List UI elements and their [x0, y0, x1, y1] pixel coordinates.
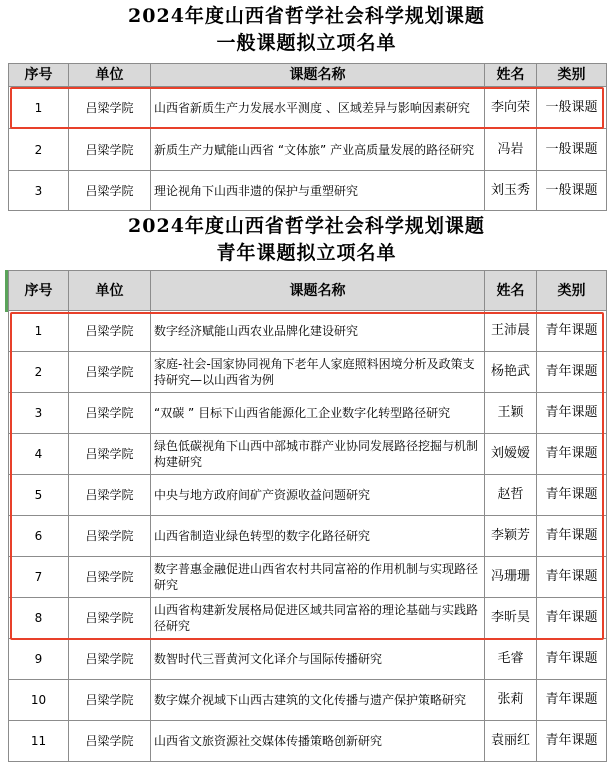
table-row — [9, 171, 607, 211]
cell-topic: 理论视角下山西非遗的保护与重塑研究 — [151, 171, 485, 211]
cell-no: 1 — [9, 87, 69, 129]
cell-topic: 山西省构建新发展格局促进区域共同富裕的理论基础与实践路径研究 — [151, 598, 485, 639]
section2-title-line1: 2024年度山西省哲学社会科学规划课题 — [128, 215, 485, 237]
cell-no: 2 — [9, 352, 69, 393]
cell-topic: 山西省制造业绿色转型的数字化路径研究 — [151, 516, 485, 557]
cell-topic: 数智时代三晋黄河文化译介与国际传播研究 — [151, 639, 485, 680]
table-row — [9, 721, 607, 762]
cell-name: 王沛晨 — [485, 311, 537, 352]
cell-topic: 家庭-社会-国家协同视角下老年人家庭照料困境分析及政策支持研究—以山西省为例 — [151, 352, 485, 393]
table-header-row — [9, 64, 607, 87]
cell-name: 刘嫒嫒 — [485, 434, 537, 475]
table-row — [9, 129, 607, 171]
cell-name: 刘玉秀 — [485, 171, 537, 211]
cell-no: 3 — [9, 393, 69, 434]
cell-category: 青年课题 — [537, 721, 607, 762]
cell-no: 9 — [9, 639, 69, 680]
cell-unit: 吕梁学院 — [69, 557, 151, 598]
section1-title-line2: 一般课题拟立项名单 — [216, 32, 397, 54]
table-row — [9, 87, 607, 129]
cell-topic: 数字媒介视域下山西古建筑的文化传播与遗产保护策略研究 — [151, 680, 485, 721]
table-row — [9, 393, 607, 434]
cell-topic: “双碳 ” 目标下山西省能源化工企业数字化转型路径研究 — [151, 393, 485, 434]
cell-unit: 吕梁学院 — [69, 311, 151, 352]
table-row — [9, 311, 607, 352]
cell-name: 毛睿 — [485, 639, 537, 680]
cell-category: 青年课题 — [537, 393, 607, 434]
cell-category: 一般课题 — [537, 171, 607, 211]
cell-unit: 吕梁学院 — [69, 352, 151, 393]
table-header-row — [9, 271, 607, 311]
cell-topic: 数字普惠金融促进山西省农村共同富裕的作用机制与实现路径研究 — [151, 557, 485, 598]
table-row — [9, 639, 607, 680]
general-projects-table — [8, 63, 607, 211]
cell-category: 青年课题 — [537, 311, 607, 352]
table-row — [9, 557, 607, 598]
cell-no: 2 — [9, 129, 69, 171]
cell-category: 青年课题 — [537, 639, 607, 680]
cell-name: 冯岩 — [485, 129, 537, 171]
cell-no: 11 — [9, 721, 69, 762]
cell-topic: 山西省文旅资源社交媒体传播策略创新研究 — [151, 721, 485, 762]
cell-unit: 吕梁学院 — [69, 721, 151, 762]
cell-unit: 吕梁学院 — [69, 434, 151, 475]
cell-no: 8 — [9, 598, 69, 639]
cell-unit: 吕梁学院 — [69, 516, 151, 557]
cell-name: 王颖 — [485, 393, 537, 434]
header-unit: 单位 — [69, 271, 151, 311]
cell-unit: 吕梁学院 — [69, 129, 151, 171]
header-topic: 课题名称 — [151, 271, 485, 311]
section1-title-line1: 2024年度山西省哲学社会科学规划课题 — [128, 5, 485, 27]
cell-no: 10 — [9, 680, 69, 721]
cell-no: 5 — [9, 475, 69, 516]
cell-unit: 吕梁学院 — [69, 598, 151, 639]
cell-unit: 吕梁学院 — [69, 639, 151, 680]
cell-name: 杨艳武 — [485, 352, 537, 393]
cell-topic: 绿色低碳视角下山西中部城市群产业协同发展路径挖掘与机制构建研究 — [151, 434, 485, 475]
cell-category: 一般课题 — [537, 129, 607, 171]
cell-topic: 数字经济赋能山西农业品牌化建设研究 — [151, 311, 485, 352]
table-row — [9, 475, 607, 516]
cell-name: 张莉 — [485, 680, 537, 721]
cell-name: 赵哲 — [485, 475, 537, 516]
cell-name: 袁丽红 — [485, 721, 537, 762]
table-row — [9, 352, 607, 393]
cell-no: 6 — [9, 516, 69, 557]
cell-name: 冯珊珊 — [485, 557, 537, 598]
cell-no: 3 — [9, 171, 69, 211]
cell-category: 青年课题 — [537, 352, 607, 393]
cell-unit: 吕梁学院 — [69, 475, 151, 516]
cell-category: 青年课题 — [537, 680, 607, 721]
header-category: 类别 — [537, 271, 607, 311]
cell-unit: 吕梁学院 — [69, 171, 151, 211]
cell-name: 李颖芳 — [485, 516, 537, 557]
cell-category: 青年课题 — [537, 598, 607, 639]
cell-topic: 山西省新质生产力发展水平测度 、区域差异与影响因素研究 — [151, 87, 485, 129]
cell-category: 青年课题 — [537, 434, 607, 475]
cell-name: 李向荣 — [485, 87, 537, 129]
cell-unit: 吕梁学院 — [69, 393, 151, 434]
cell-no: 1 — [9, 311, 69, 352]
cell-category: 青年课题 — [537, 557, 607, 598]
table-row — [9, 598, 607, 639]
cell-no: 4 — [9, 434, 69, 475]
cell-no: 7 — [9, 557, 69, 598]
cell-topic: 中央与地方政府间矿产资源收益问题研究 — [151, 475, 485, 516]
cell-category: 一般课题 — [537, 87, 607, 129]
section2-title-line2: 青年课题拟立项名单 — [216, 242, 397, 264]
header-no: 序号 — [9, 64, 69, 87]
header-category: 类别 — [537, 64, 607, 87]
cell-unit: 吕梁学院 — [69, 87, 151, 129]
header-name: 姓名 — [485, 271, 537, 311]
cell-category: 青年课题 — [537, 516, 607, 557]
youth-projects-table — [8, 270, 607, 762]
table-row — [9, 516, 607, 557]
cell-category: 青年课题 — [537, 475, 607, 516]
table-row — [9, 680, 607, 721]
header-name: 姓名 — [485, 64, 537, 87]
table-row — [9, 434, 607, 475]
header-no: 序号 — [9, 271, 69, 311]
header-unit: 单位 — [69, 64, 151, 87]
cell-name: 李昕昊 — [485, 598, 537, 639]
header-topic: 课题名称 — [151, 64, 485, 87]
cell-unit: 吕梁学院 — [69, 680, 151, 721]
cell-topic: 新质生产力赋能山西省 “文体旅” 产业高质量发展的路径研究 — [151, 129, 485, 171]
